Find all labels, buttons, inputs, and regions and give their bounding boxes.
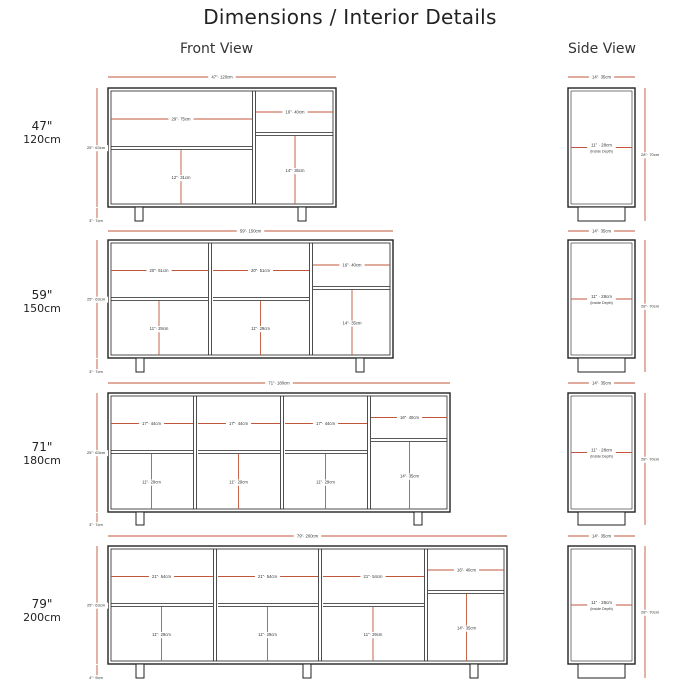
open-height-label: 12"· 31cm	[171, 175, 191, 180]
interior-depth-label: 11" · 28cm	[591, 142, 612, 148]
side-height-label: 28"· 70cm	[641, 303, 660, 309]
drawer-height-label: 14"· 35cm	[400, 473, 419, 479]
cabinet-outline	[108, 393, 450, 512]
overall-height-label: 25"· 63cm	[86, 145, 106, 150]
size-inches: 71"	[31, 440, 53, 454]
overall-height-label: 25"· 63cm	[86, 296, 106, 302]
leg-height-label: 3"· 7cm	[89, 218, 103, 223]
side-width-label: 14"· 35cm	[592, 74, 611, 80]
overall-height-label: 25"· 63cm	[86, 450, 106, 455]
interior-depth-label: 11" · 28cm	[591, 294, 612, 299]
cabinet-leg	[414, 512, 422, 525]
cabinet-leg	[298, 207, 306, 221]
interior-depth-label: 11" · 28cm	[591, 447, 612, 453]
open-width-label: 20"· 51cm	[149, 268, 169, 273]
side-base	[578, 664, 625, 678]
inside-depth-note: (Inside Depth)	[590, 301, 613, 305]
leg-height-label: 4"· 9cm	[89, 675, 103, 680]
open-width-label: 29"· 75cm	[171, 116, 191, 122]
size-inches: 47"	[31, 119, 53, 133]
leg-height-label: 3"· 7cm	[89, 369, 103, 374]
inside-depth-note: (Inside Depth)	[590, 607, 613, 611]
open-width-label: 21"· 54cm	[258, 574, 277, 579]
page-title: Dimensions / Interior Details	[203, 5, 497, 29]
cabinet-leg	[303, 664, 311, 678]
overall-height-label: 25"· 63cm	[86, 602, 106, 608]
drawer-width-label: 16"· 40cm	[342, 262, 362, 268]
open-height-label: 11"· 29cm	[251, 326, 270, 331]
cabinet-leg	[136, 664, 144, 678]
inside-depth-note: (Inside Depth)	[590, 149, 613, 154]
inside-depth-note: (Inside Depth)	[590, 454, 613, 459]
size-inches: 79"	[31, 597, 53, 611]
open-height-label: 11"· 29cm	[142, 479, 161, 485]
front-view-heading: Front View	[180, 41, 254, 57]
cabinet-outline	[108, 240, 393, 358]
open-height-label: 11"· 29cm	[149, 326, 169, 331]
open-height-label: 11"· 29cm	[229, 479, 248, 485]
size-cm: 150cm	[23, 302, 61, 315]
drawer-width-label: 16"· 40cm	[400, 415, 419, 420]
side-base	[578, 358, 625, 372]
cabinet-outline	[108, 88, 336, 207]
leg-height-label: 3"· 7cm	[89, 522, 103, 527]
cabinet-leg	[470, 664, 478, 678]
drawer-height-label: 14"· 35cm	[457, 625, 476, 631]
side-height-label: 28"· 70cm	[641, 456, 660, 462]
side-width-label: 14"· 35cm	[592, 228, 611, 234]
drawer-height-label: 14"· 35cm	[342, 320, 362, 326]
cabinet-inner-outline	[111, 396, 447, 509]
drawer-height-label: 14"· 35cm	[285, 168, 305, 173]
side-height-label: 28"· 70cm	[641, 152, 660, 157]
drawer-width-label: 16"· 40cm	[457, 567, 476, 573]
overall-width-label: 79"· 200cm	[296, 533, 319, 539]
open-height-label: 11"· 29cm	[258, 632, 277, 637]
cabinet-inner-outline	[111, 91, 333, 204]
interior-depth-label: 11" · 28cm	[591, 600, 612, 605]
size-cm: 120cm	[23, 133, 61, 146]
side-height-label: 28"· 70cm	[641, 609, 660, 615]
side-width-label: 14"· 35cm	[592, 380, 611, 386]
cabinet-leg	[135, 207, 143, 221]
cabinet-inner-outline	[111, 549, 504, 661]
open-width-label: 21"· 54cm	[152, 574, 171, 579]
side-base	[578, 207, 625, 221]
cabinet-outline	[108, 546, 507, 664]
open-width-label: 17"· 44cm	[229, 421, 248, 426]
size-cm: 180cm	[23, 454, 61, 467]
overall-width-label: 47"· 120cm	[211, 74, 233, 80]
size-inches: 59"	[31, 288, 53, 302]
overall-width-label: 71"· 180cm	[268, 380, 290, 386]
cabinet-leg	[136, 512, 144, 525]
open-width-label: 21"· 54cm	[363, 574, 383, 579]
side-base	[578, 512, 625, 525]
size-cm: 200cm	[23, 611, 61, 624]
overall-width-label: 59"· 150cm	[239, 228, 262, 234]
cabinet-inner-outline	[111, 243, 390, 355]
open-height-label: 11"· 29cm	[363, 632, 383, 637]
cabinet-leg	[356, 358, 364, 372]
open-height-label: 11"· 29cm	[152, 632, 171, 637]
open-width-label: 20"· 51cm	[251, 268, 270, 273]
drawer-width-label: 16"· 40cm	[285, 109, 305, 115]
side-width-label: 14"· 35cm	[592, 533, 611, 539]
side-view-heading: Side View	[568, 41, 636, 57]
open-width-label: 17"· 44cm	[142, 421, 161, 426]
cabinet-leg	[136, 358, 144, 372]
open-height-label: 11"· 29cm	[316, 479, 335, 485]
open-width-label: 17"· 44cm	[316, 421, 335, 426]
